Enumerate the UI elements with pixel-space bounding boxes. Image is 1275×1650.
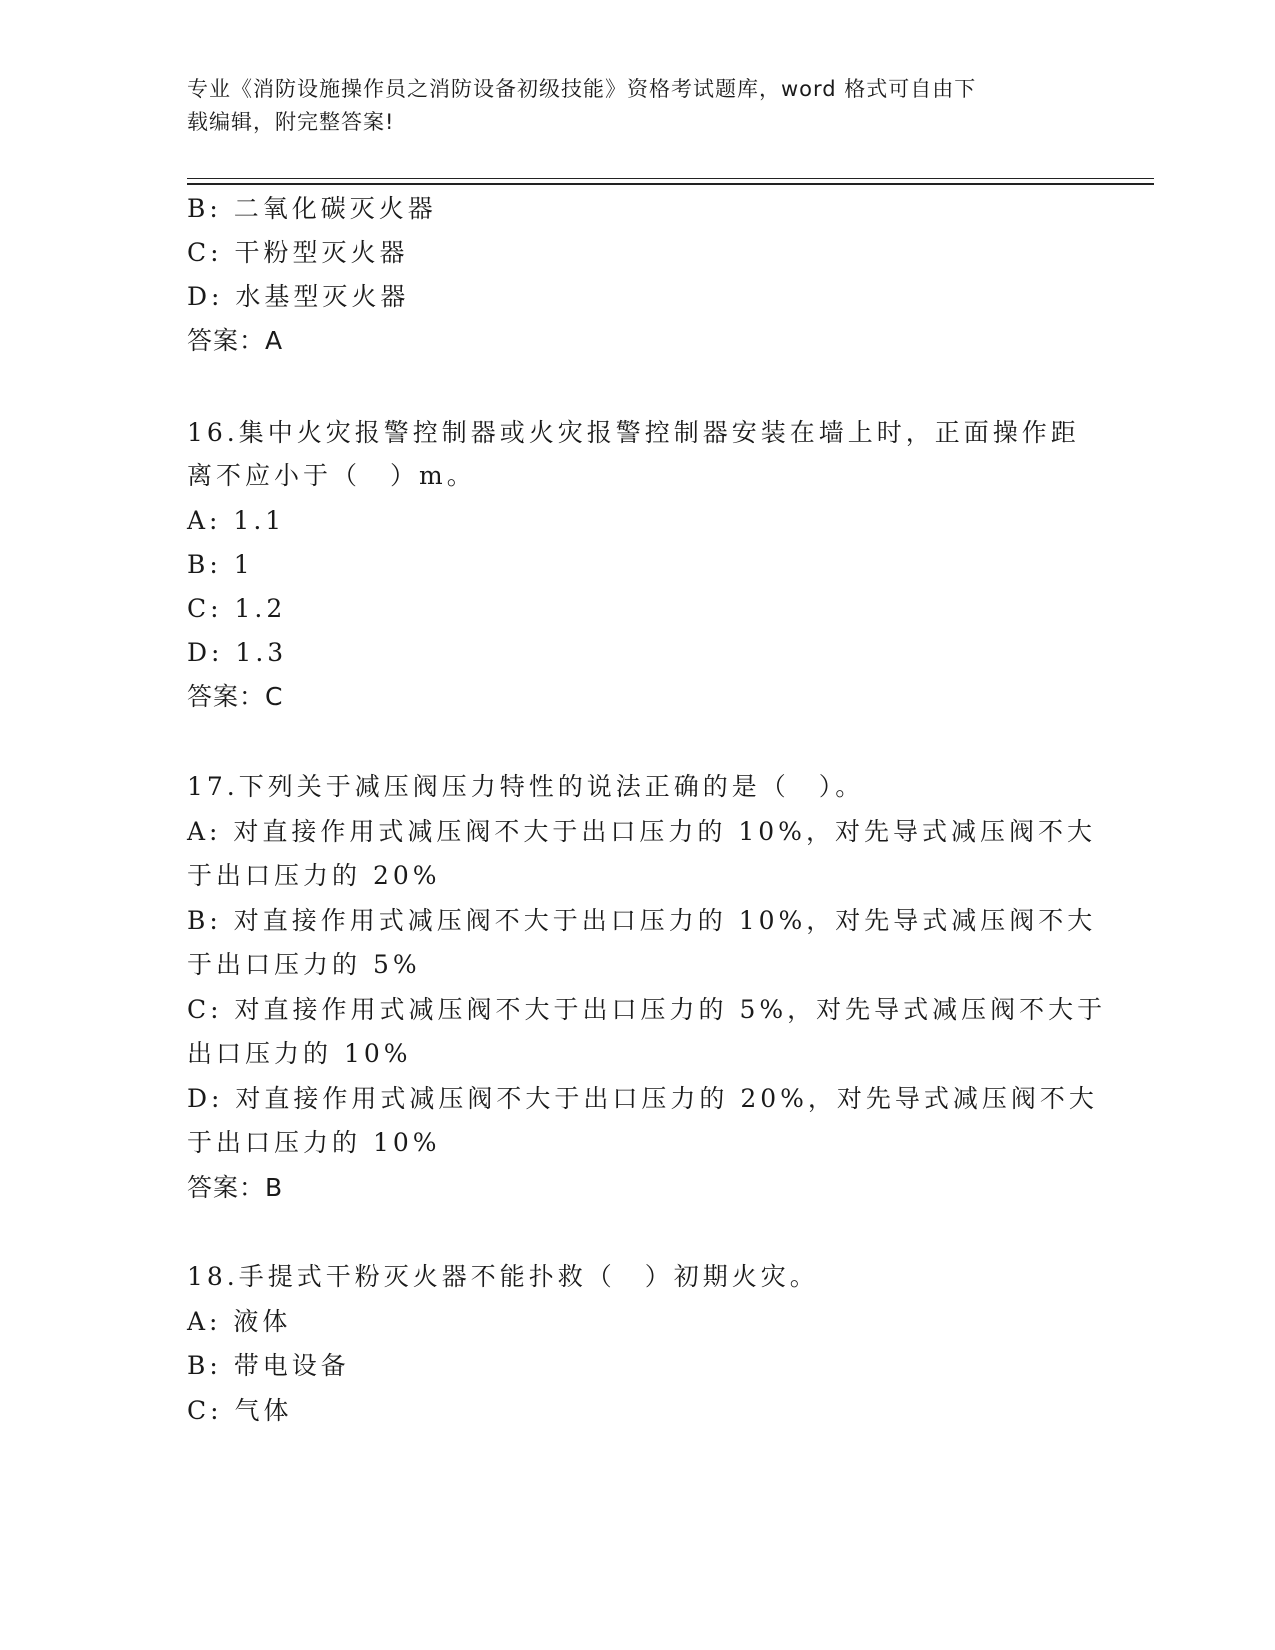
q16-option-b: B: 1 xyxy=(187,550,254,579)
q17-option-d-line-2: 于出口压力的 10% xyxy=(187,1128,441,1157)
document-header xyxy=(187,73,1067,139)
q15-answer xyxy=(187,326,283,356)
q15-answer-label: 答案： xyxy=(187,326,266,355)
q18-option-c: C: 气体 xyxy=(187,1396,293,1425)
q18-option-b: B: 带电设备 xyxy=(187,1351,350,1380)
header-divider-thick xyxy=(187,183,1154,185)
q16-answer xyxy=(187,682,283,712)
q17-option-b-line-2: 于出口压力的 5% xyxy=(187,950,421,979)
q17-option-c-line-1: C: 对直接作用式减压阀不大于出口压力的 5%，对先导式减压阀不大于 xyxy=(187,995,1107,1024)
header-line-1: 专业《消防设施操作员之消防设备初级技能》资格考试题库，word 格式可自由下 xyxy=(187,77,977,101)
q17-option-a-line-1: A: 对直接作用式减压阀不大于出口压力的 10%，对先导式减压阀不大 xyxy=(187,817,1096,846)
q17-option-c-line-2: 出口压力的 10% xyxy=(187,1039,412,1068)
q16-option-c: C: 1.2 xyxy=(187,594,287,623)
q16-option-a: A: 1.1 xyxy=(187,506,286,535)
q16-option-d: D: 1.3 xyxy=(187,638,288,667)
q17-option-b-line-1: B: 对直接作用式减压阀不大于出口压力的 10%，对先导式减压阀不大 xyxy=(187,906,1097,935)
q18-option-a: A: 液体 xyxy=(187,1307,292,1336)
header-divider-thin xyxy=(187,178,1154,179)
header-line-2: 载编辑，附完整答案! xyxy=(187,110,395,134)
q16-answer-value: C xyxy=(265,682,284,711)
q16-answer-label: 答案： xyxy=(187,682,266,711)
q17-stem-line-1: 17.下列关于减压阀压力特性的说法正确的是（ ）。 xyxy=(187,772,865,801)
q17-answer-value: B xyxy=(265,1173,284,1202)
q15-answer-value: A xyxy=(265,326,284,355)
q17-answer-label: 答案： xyxy=(187,1173,266,1202)
q17-option-d-line-1: D: 对直接作用式减压阀不大于出口压力的 20%，对先导式减压阀不大 xyxy=(187,1084,1098,1113)
q16-stem-line-2: 离不应小于（ ）m。 xyxy=(187,461,476,490)
q17-answer xyxy=(187,1173,283,1203)
q18-stem-line-1: 18.手提式干粉灭火器不能扑救（ ）初期火灾。 xyxy=(187,1262,819,1291)
q15-option-b: B: 二氧化碳灭火器 xyxy=(187,194,437,223)
q17-option-a-line-2: 于出口压力的 20% xyxy=(187,861,441,890)
q15-option-d: D: 水基型灭火器 xyxy=(187,282,410,311)
q16-stem-line-1: 16.集中火灾报警控制器或火灾报警控制器安装在墙上时，正面操作距 xyxy=(187,418,1080,447)
q15-option-c: C: 干粉型灭火器 xyxy=(187,238,409,267)
